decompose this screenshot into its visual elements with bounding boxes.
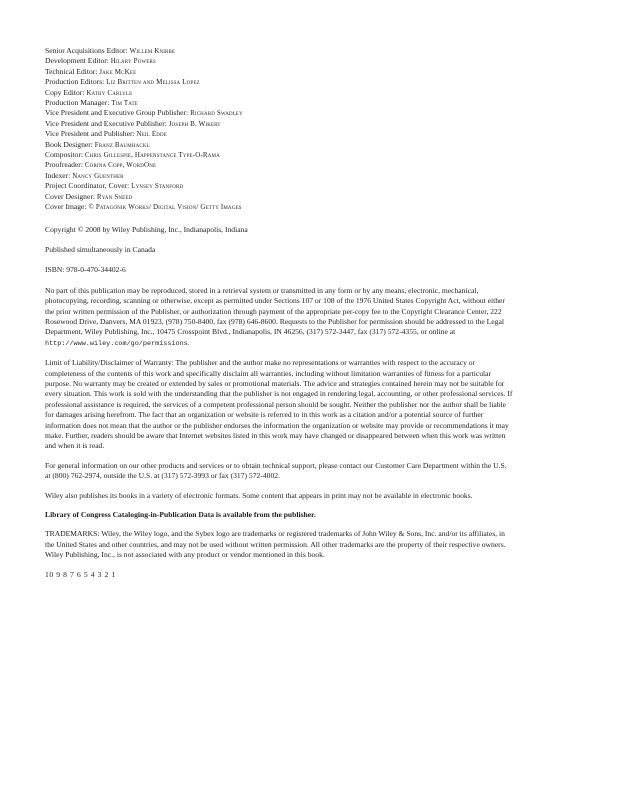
credit-line: Technical Editor: Jake McKee (45, 66, 137, 76)
isbn: ISBN: 978-0-470-34402-6 (45, 265, 126, 275)
credit-line: Senior Acquisitions Editor: Willem Knibbe (45, 46, 176, 55)
credits-list (45, 46, 513, 213)
credit-name: Kathy Carlyle (86, 88, 133, 97)
credit-name: Tim Tate (111, 99, 138, 108)
credit-line: Vice President and Executive Publisher: Joseph B. Wikert (45, 118, 221, 128)
credit-name: Jake McKee (99, 67, 137, 76)
credit-name: Richard Swadley (190, 109, 243, 118)
credit-name: Joseph B. Wikert (168, 119, 221, 128)
electronic-formats-paragraph: Wiley also publishes its books in a variety of electronic formats. Some content that appears in print may not be available in electronic books. (45, 490, 473, 500)
credit-line: Book Designer: Franz Baumhackl (45, 139, 150, 149)
trademarks-paragraph: TRADEMARKS: Wiley, the Wiley logo, and the Sybex logo are trademarks or registered trademarks of John Wiley & Sons, Inc. and/or its affiliates, in the United States and other countries, and may not be used without written permission. All other trademarks are the property of their respective owners. Wiley Publishing, Inc., is not associated with any product or vendor mentioned in this book. (45, 529, 506, 560)
credit-line: Production Manager: Tim Tate (45, 98, 138, 108)
credit-name: Corina Copp, WordOne (84, 161, 157, 170)
credit-name: Lynsey Stanford (131, 182, 184, 191)
credit-line: Development Editor: Hilary Powers (45, 56, 156, 66)
credit-name: Hilary Powers (110, 57, 156, 66)
copyright-notice: Copyright © 2008 by Wiley Publishing, Inc., Indianapolis, Indiana (45, 224, 248, 234)
published-notice: Published simultaneously in Canada (45, 244, 156, 254)
credit-line: Vice President and Executive Group Publisher: Richard Swadley (45, 108, 243, 118)
credit-name: Neil Edde (136, 130, 167, 139)
credit-name: Liz Britten and Melissa Lopez (106, 78, 200, 87)
print-line: 10 9 8 7 6 5 4 3 2 1 (45, 569, 116, 579)
library-of-congress-note: Library of Congress Cataloging-in-Publication Data is available from the publisher. (45, 510, 316, 520)
credit-line: Vice President and Publisher: Neil Edde (45, 129, 167, 139)
credit-name: Chris Gillespie, Happenstance Type-O-Rama (84, 151, 220, 160)
copyright-page (45, 46, 513, 589)
credit-line: Proofreader: Corina Copp, WordOne (45, 160, 157, 170)
credit-line: Copy Editor: Kathy Carlyle (45, 87, 133, 97)
credit-name: © Patagonik Works/ Digital Vision/ Getty Images (88, 203, 242, 212)
warranty-paragraph: Limit of Liability/Disclaimer of Warranty: The publisher and the author make no representations or warranties with respect to the accuracy or completeness of the contents of this work and specifically disclaim all warranties, including without limitation warranties of fitness for a particular purpose. No warranty may be created or extended by sales or promotional materials. The advice and strategies contained herein may not be suitable for every situation. This work is sold with the understanding that the publisher is not engaged in rendering legal, accounting, or other professional services. If professional assistance is required, the services of a competent professional person should be sought. Neither the publisher nor the author shall be liable for damages arising herefrom. The fact that an organization or website is referred to in this work as a citation and/or a potential source of further information does not mean that the author or the publisher endorses the information the organization or website may provide or recommendations it may make. Further, readers should be aware that Internet websites listed in this work may have changed or disappeared between when this work was written and when it is read. (45, 358, 513, 451)
credit-line: Indexer: Nancy Guenther (45, 170, 124, 180)
credit-line: Project Coordinator, Cover: Lynsey Stanford (45, 181, 184, 191)
credit-name: Ryan Sneed (96, 192, 133, 201)
permissions-paragraph: No part of this publication may be reproduced, stored in a retrieval system or transmitted in any form or by any means, electronic, mechanical, photocopying, recording, scanning or otherwise, except as permitted under Sections 107 or 108 of the 1976 United States Copyright Act, without either the prior written permission of the Publisher, or authorization through payment of the appropriate per-copy fee to the Copyright Clearance Center, 222 Rosewood Drive, Danvers, MA 01923, (978) 750-8400, fax (978) 646-8600. Requests to the Publisher for permission should be addressed to the Legal Department, Wiley Publishing, Inc., 10475 Crosspoint Blvd., Indianapolis, IN 46256, (317) 572-3447, fax (317) 572-4355, or online at http://www.wiley.com/go/permissions. (45, 285, 505, 348)
credit-line: Cover Designer: Ryan Sneed (45, 191, 133, 201)
credit-line: Production Editors: Liz Britten and Melissa Lopez (45, 77, 200, 87)
credit-name: Willem Knibbe (129, 47, 176, 55)
credit-line: Compositor: Chris Gillespie, Happenstance Type-O-Rama (45, 150, 220, 160)
credit-name: Nancy Guenther (72, 171, 124, 180)
permissions-url: http://www.wiley.com/go/permissions (45, 339, 188, 348)
credit-name: Franz Baumhackl (94, 140, 150, 149)
credit-line: Cover Image: © Patagonik Works/ Digital Vision/ Getty Images (45, 202, 242, 212)
support-paragraph: For general information on our other products and services or to obtain technical support, please contact our Customer Care Department within the U.S. at (800) 762-2974, outside the U.S. at (317) 572-3993 or fax (317) 572-4002. (45, 460, 507, 481)
